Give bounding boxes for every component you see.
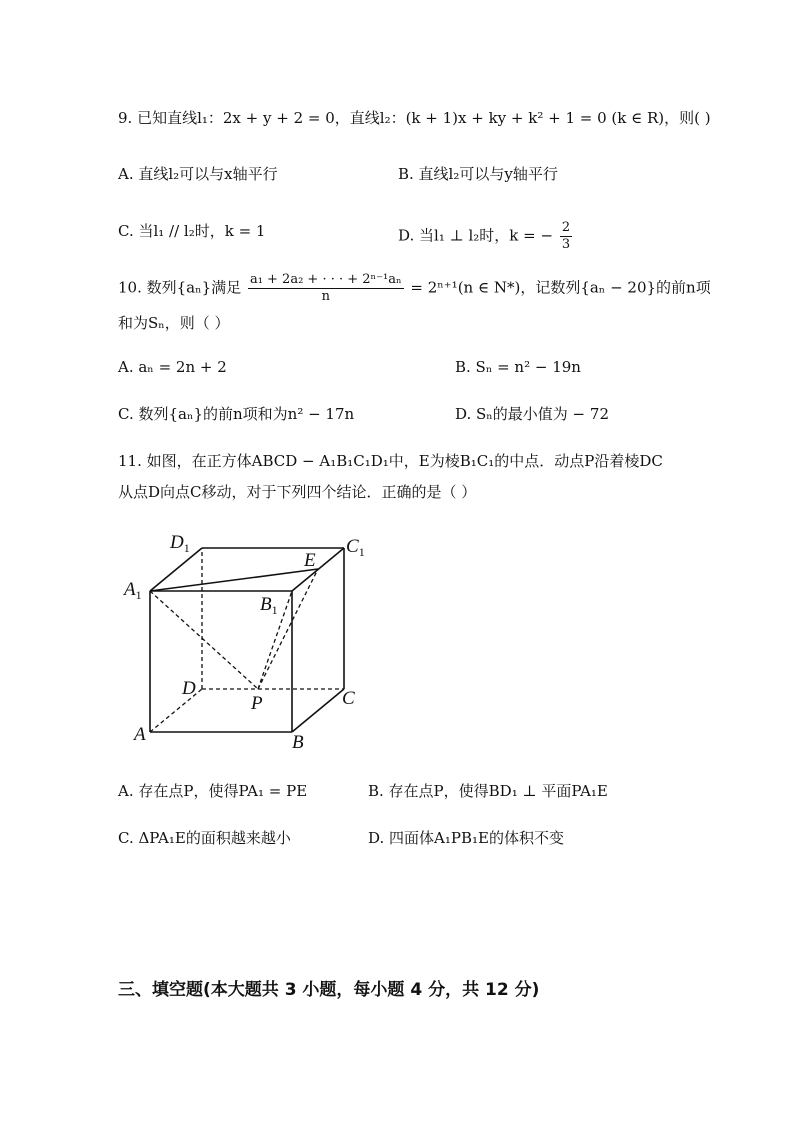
q11-option-a: A. 存在点P，使得PA₁ = PE — [118, 782, 308, 800]
label-d: D — [182, 678, 196, 699]
q10-stem-post: = 2ⁿ⁺¹(n ∈ N*)，记数列{aₙ − 20}的前n项 — [410, 278, 711, 297]
q11-option-b: B. 存在点P，使得BD₁ ⊥ 平面PA₁E — [368, 782, 608, 800]
q10-option-c: C. 数列{aₙ}的前n项和为n² − 17n — [118, 405, 355, 423]
segment-a1-e — [150, 569, 318, 591]
q9-stem: 9. 已知直线l₁：2x + y + 2 = 0，直线l₂：(k + 1)x + ky + k² + 1 = 0 (k ∈ R)，则( ) — [118, 109, 711, 127]
label-a: A — [134, 724, 146, 745]
q9-option-b: B. 直线l₂可以与y轴平行 — [398, 165, 558, 183]
section-heading-fill-in: 三、填空题(本大题共 3 小题，每小题 4 分，共 12 分) — [118, 980, 540, 1000]
label-b: B — [292, 732, 304, 753]
q10-stem-pre: 10. 数列{aₙ}满足 — [118, 278, 242, 297]
q11-stem-line1: 11. 如图，在正方体ABCD − A₁B₁C₁D₁中，E为棱B₁C₁的中点．动点P沿着棱DC — [118, 452, 663, 470]
q9-d-frac-den: 3 — [561, 237, 571, 252]
q10-option-d: D. Sₙ的最小值为 − 72 — [455, 405, 609, 423]
label-c1: $C_1$ — [346, 536, 365, 559]
label-c: C — [342, 688, 355, 709]
q9-option-d-text: D. 当l₁ ⊥ l₂时，k = − — [398, 226, 554, 245]
q10-stem-line2: 和为Sₙ，则（ ） — [118, 314, 230, 332]
q10-frac-num: a₁ + 2a₂ + · · · + 2ⁿ⁻¹aₙ — [249, 272, 402, 287]
q11-option-c: C. ΔPA₁E的面积越来越小 — [118, 829, 291, 847]
q9-option-a: A. 直线l₂可以与x轴平行 — [118, 165, 278, 183]
label-e: E — [304, 550, 316, 571]
q9-option-d-fraction — [560, 220, 572, 253]
q10-option-a: A. aₙ = 2n + 2 — [118, 358, 227, 376]
q10-frac-den: n — [321, 289, 330, 304]
label-d1: $D_1$ — [170, 532, 190, 555]
q9-option-c: C. 当l₁ // l₂时，k = 1 — [118, 222, 266, 240]
segment-p-e — [258, 569, 318, 689]
edge-b-c — [292, 689, 344, 732]
q10-fraction — [248, 272, 404, 305]
q9-option-d — [398, 220, 574, 253]
cube-figure — [120, 528, 380, 758]
q11-option-d: D. 四面体A₁PB₁E的体积不变 — [368, 829, 564, 847]
segment-a1-p — [150, 591, 258, 689]
q10-option-b: B. Sₙ = n² − 19n — [455, 358, 581, 376]
label-a1: $A_1$ — [124, 579, 142, 602]
label-b1: $B_1$ — [260, 594, 278, 617]
q11-stem-line2: 从点D向点C移动，对于下列四个结论．正确的是（ ） — [118, 483, 477, 501]
q9-d-frac-num: 2 — [561, 220, 571, 235]
q10-stem — [118, 272, 711, 305]
label-p: P — [251, 693, 263, 714]
